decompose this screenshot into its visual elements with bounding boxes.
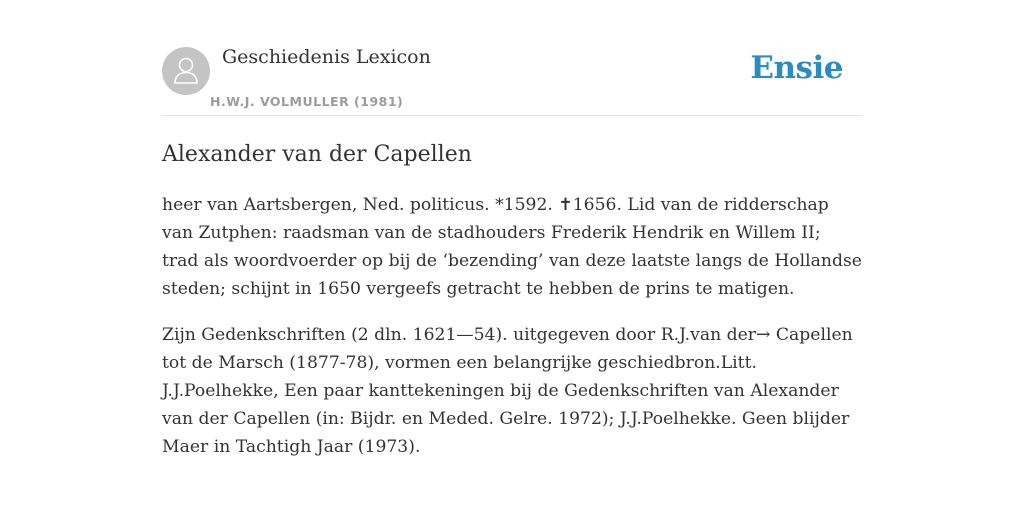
avatar[interactable] [162,47,210,95]
source-title[interactable]: Geschiedenis Lexicon [222,46,431,68]
entry-header [162,44,862,116]
author-name[interactable]: H.W.J. VOLMULLER (1981) [210,94,404,109]
entry-card [162,44,862,461]
user-icon [172,55,200,87]
entry-title: Alexander van der Capellen [162,142,472,167]
entry-paragraph: heer van Aartsbergen, Ned. politicus. *1592. ✝1656. Lid van de ridderschap van Zutphen: raadsman van de stadhouders Frederik Hendrik en Willem II; trad als woordvoerder op bij de ‘bezending’ van deze laatste langs de Hollandse steden; schijnt in 1650 vergeefs getracht te hebben de prins te matigen. [162,195,862,299]
entry-paragraph: Zijn Gedenkschriften (2 dln. 1621—54). uitgegeven door R.J.van der→ Capellen tot de Marsch (1877-78), vormen een belangrijke geschiedbron.Litt. J.J.Poelhekke, Een paar kanttekeningen bij de Gedenkschriften van Alexander van der Capellen (in: Bijdr. en Meded. Gelre. 1972); J.J.Poelhekke. Geen blijder Maer in Tachtigh Jaar (1973). [162,325,853,457]
brand-logo[interactable]: Ensie [750,50,843,86]
